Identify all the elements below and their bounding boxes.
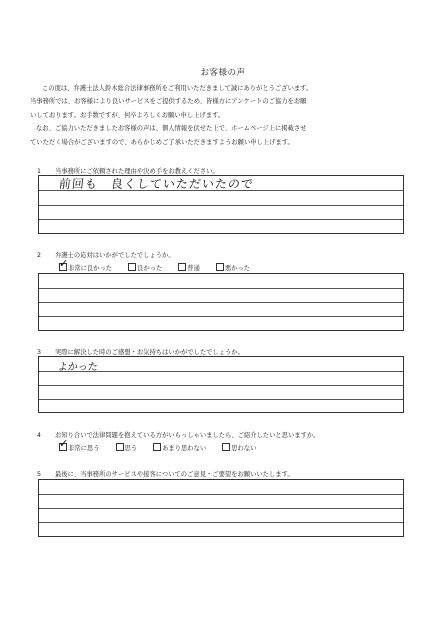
question-5 — [37, 469, 294, 478]
checkbox[interactable] — [116, 443, 124, 451]
checkbox[interactable] — [128, 263, 136, 271]
option[interactable]: 普通 — [178, 263, 200, 272]
options-4 — [59, 443, 270, 452]
ruled-line — [39, 399, 403, 400]
ruled-line — [39, 205, 403, 206]
ruled-line — [39, 385, 403, 386]
question-number: 4 — [37, 432, 42, 439]
checkbox-checked[interactable] — [59, 263, 67, 271]
question-2 — [37, 250, 175, 259]
question-text: 弁護士の応対はいかがでしたでしょうか。 — [55, 252, 175, 259]
ruled-line — [39, 302, 403, 303]
option[interactable]: あまり思わない — [153, 443, 206, 452]
option[interactable]: ✓非常に思う — [59, 443, 99, 452]
options-2 — [59, 263, 264, 272]
handwritten-answer: 前回も 良くしていただいたので — [58, 177, 255, 191]
intro-text — [30, 82, 422, 149]
option[interactable]: 思わない — [222, 443, 256, 452]
intro-line-1: この度は、弁護士法人鈴木総合法律事務所をご利用いただきまして誠にありがとうございます。 — [42, 85, 313, 92]
ruled-line — [39, 288, 403, 289]
answer-box-1[interactable] — [38, 175, 404, 234]
answer-box-3[interactable] — [38, 356, 404, 413]
answer-box-2[interactable] — [38, 273, 404, 331]
ruled-line — [39, 316, 403, 317]
intro-line-5: ていただく場合がございますので、あらかじめご了承いただきますようお願い申し上げます。 — [30, 138, 294, 146]
intro-line-3: いしております。お手数ですが、何卒よろしくお願い申し上げます。 — [30, 111, 225, 119]
checkbox[interactable] — [178, 263, 186, 271]
question-number: 3 — [37, 349, 42, 356]
ruled-line — [39, 219, 403, 220]
checkbox[interactable] — [222, 443, 230, 451]
option[interactable]: 悪かった — [216, 263, 250, 272]
question-text: 当事務所にご依頼された理由や決め手をお教えください。 — [55, 168, 219, 175]
intro-line-2: 当事務所では、お客様により良いサービスをご提供するため、皆様方にアンケートのご協力をお願 — [30, 98, 307, 106]
question-text: 最後に、当事務所のサービスや接客についてのご意見・ご要望をお願いいたします。 — [55, 471, 294, 478]
question-number: 2 — [37, 252, 42, 259]
handwritten-answer: よかった — [57, 362, 99, 373]
ruled-line — [39, 494, 403, 495]
question-text: お知り合いで法律問題を抱えている方がいらっしゃいましたら、ご紹介したいと思いますか。 — [55, 432, 320, 439]
question-number: 1 — [37, 168, 42, 175]
option[interactable]: 良かった — [128, 263, 162, 272]
answer-box-5[interactable] — [38, 479, 404, 537]
ruled-line — [39, 522, 403, 523]
checkbox-checked[interactable] — [59, 443, 67, 451]
page-title: お客様の声 — [200, 68, 246, 78]
question-text: 実際に解決した時のご感想・お気持ちはいかがでしたでしょうか。 — [55, 349, 244, 356]
question-3 — [37, 347, 244, 356]
ruled-line — [39, 508, 403, 509]
checkbox[interactable] — [216, 263, 224, 271]
option[interactable]: 思う — [116, 443, 138, 452]
checkbox[interactable] — [153, 443, 161, 451]
option[interactable]: ✓非常に良かった — [59, 263, 112, 272]
question-1 — [37, 166, 219, 175]
intro-line-4: なお、ご協力いただきましたお客様の声は、個人情報を伏せた上で、ホームページ上に掲載させ — [36, 125, 307, 133]
question-number: 5 — [37, 471, 42, 478]
question-4 — [37, 430, 319, 439]
